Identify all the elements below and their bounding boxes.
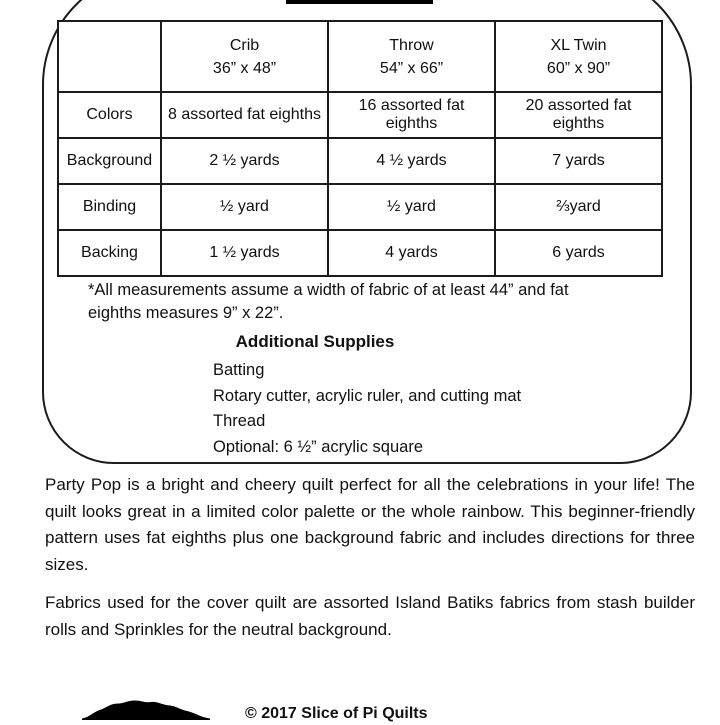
cell-value: 1 ½ yards (161, 230, 328, 276)
fabric-requirements-table (57, 20, 663, 277)
cell-value: 8 assorted fat eighths (161, 92, 328, 138)
supply-item-acrylic-square: Optional: 6 ½” acrylic square (213, 437, 424, 456)
cell-value: ½ yard (328, 184, 495, 230)
table-row-colors (58, 92, 662, 138)
header-cell-throw (328, 21, 495, 92)
table-row-binding (58, 184, 662, 230)
cell-value: 7 yards (495, 138, 662, 184)
cell-value: 20 assorted fat eighths (495, 92, 662, 138)
supply-item-thread: Thread (213, 412, 266, 430)
table-row-backing (58, 230, 662, 276)
cropped-heading-remnant (286, 0, 433, 4)
row-label: Background (58, 138, 161, 184)
size-dimensions: 36” x 48” (212, 59, 277, 77)
header-cell-crib (161, 21, 328, 92)
size-name: XL Twin (550, 36, 607, 54)
cell-value: 4 ½ yards (328, 138, 495, 184)
header-cell-xl-twin (495, 21, 662, 92)
cell-value: ⅔yard (495, 184, 662, 230)
supply-item-cutting-tools: Rotary cutter, acrylic ruler, and cutting mat (213, 386, 522, 405)
cell-value: ½ yard (161, 184, 328, 230)
measurements-footnote: *All measurements assume a width of fabric of at least 44” and fat eighths measures 9” x 22”. (88, 281, 569, 322)
row-label: Colors (58, 92, 161, 138)
size-dimensions: 60” x 90” (546, 59, 611, 77)
row-label: Binding (58, 184, 161, 230)
cell-value: 16 assorted fat eighths (328, 92, 495, 138)
additional-supplies-heading: Additional Supplies (235, 332, 395, 351)
copyright-text: © 2017 Slice of Pi Quilts (245, 705, 428, 722)
table-header-row (58, 21, 662, 92)
additional-supplies-list (213, 358, 521, 460)
size-dimensions: 54” x 66” (379, 59, 444, 77)
size-name: Crib (229, 36, 260, 54)
cell-value: 4 yards (328, 230, 495, 276)
cell-value: 6 yards (495, 230, 662, 276)
fabrics-paragraph: Fabrics used for the cover quilt are assorted Island Batiks fabrics from stash builder rolls and Sprinkles for the neutral background. (45, 593, 695, 639)
supply-item-batting: Batting (213, 361, 265, 379)
table-row-background (58, 138, 662, 184)
intro-paragraph: Party Pop is a bright and cheery quilt perfect for all the celebrations in your life! The quilt looks great in a limited color palette or the whole rainbow. This beginner-friendly pattern uses fat eighths plus one background fabric and includes directions for three sizes. (45, 475, 695, 574)
size-name: Throw (389, 36, 434, 54)
corner-cell (58, 21, 161, 92)
row-label: Backing (58, 230, 161, 276)
slice-of-pi-logo-icon (80, 699, 214, 720)
cell-value: 2 ½ yards (161, 138, 328, 184)
